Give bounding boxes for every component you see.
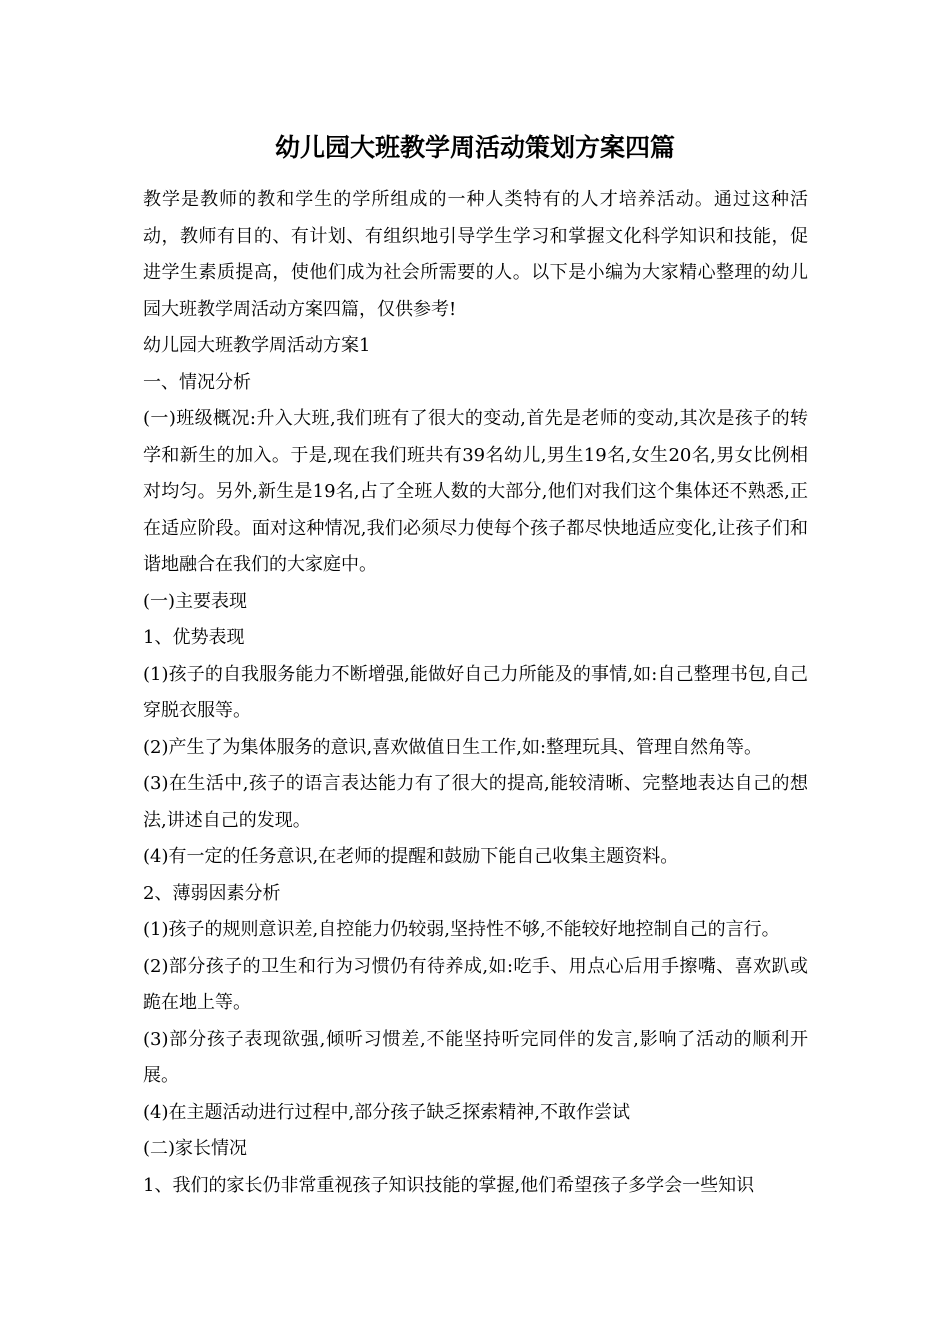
heading-weakness-analysis: 2、薄弱因素分析 — [143, 882, 281, 904]
paragraph-class-overview: (一)班级概况:升入大班,我们班有了很大的变动,首先是老师的变动,其次是孩子的转学和新生的加入。于是,现在我们班共有39名幼儿,男生19名,女生20名,男女比例相对均匀。另外,新生是19名,占了全班人数的大部分,他们对我们这个集体还不熟悉,正在适应阶段。面对这种情况,我们必须尽力使每个孩子都尽快地适应变化,让孩子们和谐地融合在我们的大家庭中。 — [143, 408, 808, 575]
list-item-weakness-1: (1)孩子的规则意识差,自控能力仍较弱,坚持性不够,不能较好地控制自己的言行。 — [143, 919, 780, 940]
document-body — [143, 182, 808, 1204]
list-item-weakness-4: (4)在主题活动进行过程中,部分孩子缺乏探索精神,不敢作尝试 — [143, 1101, 630, 1123]
list-item-strength-1: (1)孩子的自我服务能力不断增强,能做好自己力所能及的事情,如:自己整理书包,自己穿脱衣服等。 — [143, 663, 808, 721]
list-item-parent-1: 1、我们的家长仍非常重视孩子知识技能的掌握,他们希望孩子多学会一些知识 — [143, 1174, 755, 1196]
section-heading-plan-1: 幼儿园大班教学周活动方案1 — [143, 335, 371, 356]
intro-paragraph: 教学是教师的教和学生的学所组成的一种人类特有的人才培养活动。通过这种活动，教师有目的、有计划、有组织地引导学生学习和掌握文化科学知识和技能，促进学生素质提高，使他们成为社会所需要的人。以下是小编为大家精心整理的幼儿园大班教学周活动方案四篇，仅供参考! — [143, 189, 808, 320]
heading-situation-analysis: 一、情况分析 — [143, 371, 251, 393]
heading-strengths: 1、优势表现 — [143, 627, 245, 648]
heading-parent-situation: (二)家长情况 — [143, 1138, 248, 1159]
document-title: 幼儿园大班教学周活动策划方案四篇 — [274, 133, 675, 162]
list-item-strength-2: (2)产生了为集体服务的意识,喜欢做值日生工作,如:整理玩具、管理自然角等。 — [143, 736, 763, 758]
heading-main-performance: (一)主要表现 — [143, 590, 248, 612]
list-item-strength-4: (4)有一定的任务意识,在老师的提醒和鼓励下能自己收集主题资料。 — [143, 846, 679, 867]
list-item-weakness-3: (3)部分孩子表现欲强,倾听习惯差,不能坚持听完同伴的发言,影响了活动的顺利开展。 — [143, 1028, 808, 1086]
list-item-weakness-2: (2)部分孩子的卫生和行为习惯仍有待养成,如:吃手、用点心后用手擦嘴、喜欢趴或跪在地上等。 — [143, 955, 808, 1013]
list-item-strength-3: (3)在生活中,孩子的语言表达能力有了很大的提高,能较清晰、完整地表达自己的想法,讲述自己的发现。 — [143, 773, 808, 831]
